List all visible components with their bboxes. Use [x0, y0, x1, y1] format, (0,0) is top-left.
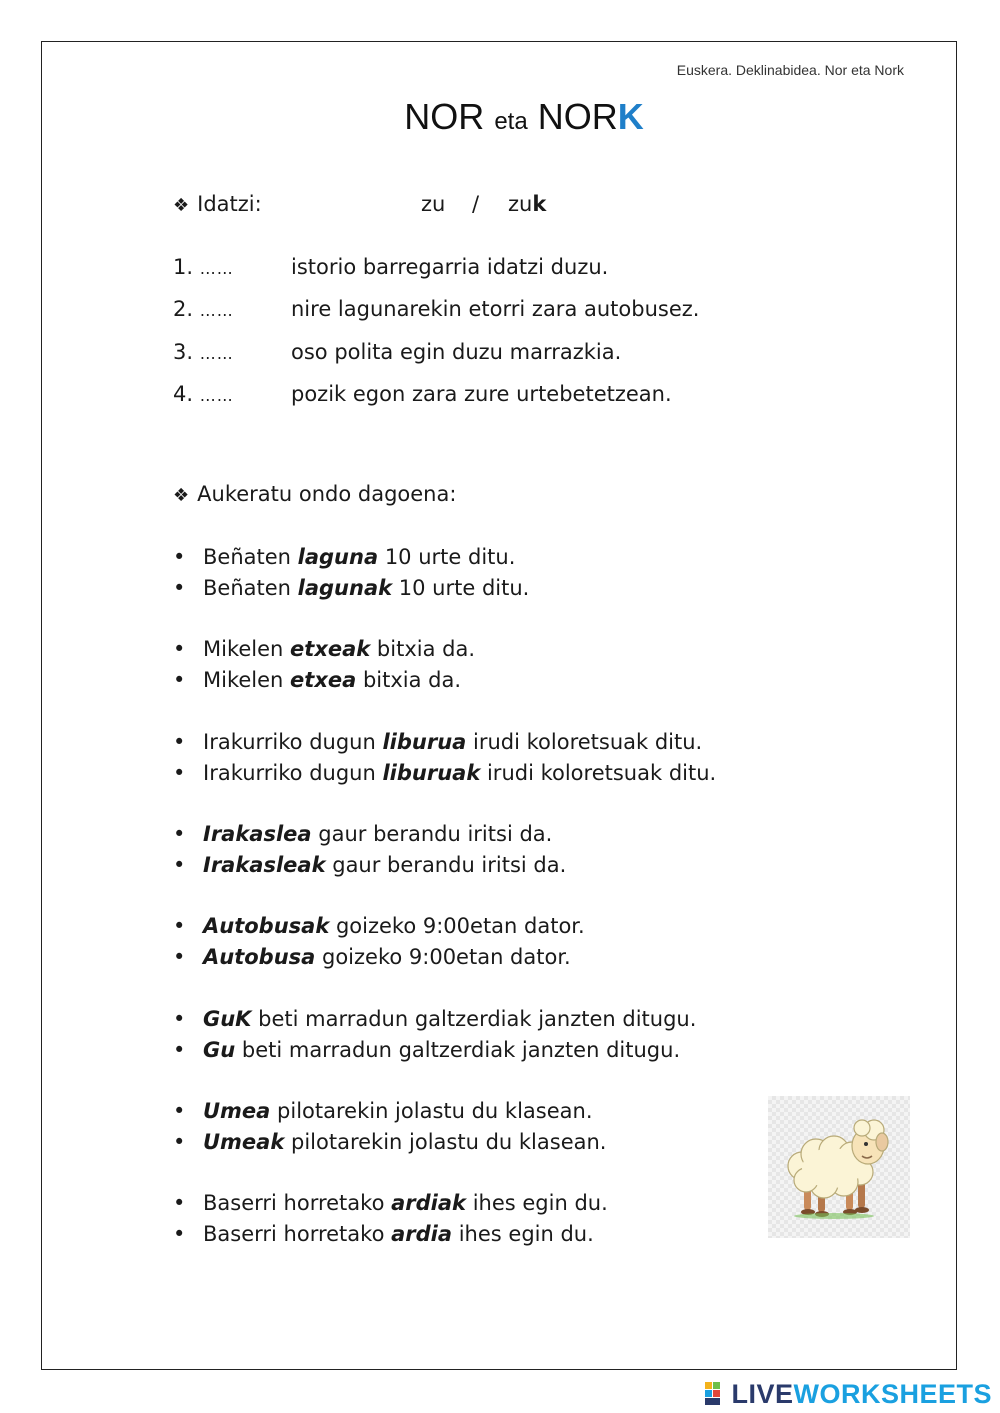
- section-heading-aukeratu: [173, 482, 456, 506]
- bullet-icon: •: [173, 576, 186, 600]
- option-zu: zu: [421, 192, 446, 216]
- item-number: 3. ……: [173, 340, 234, 364]
- bullet-icon: •: [173, 730, 186, 754]
- emphasized-word: etxea: [290, 668, 357, 692]
- emphasized-word: Gu: [203, 1038, 236, 1062]
- section-heading-idatzi: [173, 192, 262, 216]
- emphasized-word: etxeak: [290, 637, 371, 661]
- bullet-icon: •: [173, 637, 186, 661]
- option-separator: /: [472, 192, 480, 216]
- emphasized-word: Autobusa: [203, 945, 316, 969]
- emphasized-word: liburuak: [382, 761, 481, 785]
- choice-option[interactable]: • Irakasleak gaur berandu iritsi da.: [173, 850, 566, 880]
- choice-option[interactable]: • Autobusak goizeko 9:00etan dator.: [173, 911, 585, 941]
- choice-option[interactable]: • Irakurriko dugun liburua irudi koloretsuak ditu.: [173, 727, 702, 757]
- emphasized-word: Irakaslea: [203, 822, 312, 846]
- blank-input[interactable]: ……: [199, 344, 234, 363]
- emphasized-word: Irakasleak: [203, 853, 326, 877]
- emphasized-word: GuK: [203, 1007, 252, 1031]
- choice-option[interactable]: • Umea pilotarekin jolastu du klasean.: [173, 1096, 593, 1126]
- item-text: istorio barregarria idatzi duzu.: [291, 255, 609, 279]
- choice-option[interactable]: • Mikelen etxeak bitxia da.: [173, 634, 475, 664]
- option-zuk: zuk: [508, 192, 547, 216]
- blank-input[interactable]: ……: [199, 259, 234, 278]
- blank-input[interactable]: ……: [199, 386, 234, 405]
- title-nork: NORK: [537, 96, 644, 137]
- bullet-icon: •: [173, 1038, 186, 1062]
- fill-in-item: [173, 337, 621, 369]
- title-eta: eta: [494, 108, 528, 135]
- bullet-icon: •: [173, 822, 186, 846]
- choice-option[interactable]: • Baserri horretako ardia ihes egin du.: [173, 1219, 594, 1249]
- bullet-icon: •: [173, 761, 186, 785]
- sheep-icon: [768, 1096, 910, 1238]
- choice-option[interactable]: • Beñaten lagunak 10 urte ditu.: [173, 573, 529, 603]
- bullet-icon: •: [173, 1007, 186, 1031]
- brand-logo-icon: [705, 1381, 729, 1407]
- item-number: 1. ……: [173, 255, 234, 279]
- title-nor: NOR: [404, 96, 485, 137]
- choice-option[interactable]: • Beñaten laguna 10 urte ditu.: [173, 542, 515, 572]
- item-text: oso polita egin duzu marrazkia.: [291, 340, 622, 364]
- item-number: 4. ……: [173, 382, 234, 406]
- brand-text-live: LIVE: [731, 1378, 794, 1409]
- sheep-illustration: [768, 1096, 910, 1238]
- choice-option[interactable]: • Autobusa goizeko 9:00etan dator.: [173, 942, 571, 972]
- item-number: 2. ……: [173, 297, 234, 321]
- bullet-icon: •: [173, 668, 186, 692]
- brand-text-worksheets: WORKSHEETS: [793, 1378, 992, 1409]
- bullet-icon: •: [173, 914, 186, 938]
- choice-option[interactable]: • Umeak pilotarekin jolastu du klasean.: [173, 1127, 606, 1157]
- diamond-bullet-icon: ❖: [173, 485, 190, 506]
- choice-option[interactable]: • Baserri horretako ardiak ihes egin du.: [173, 1188, 608, 1218]
- fill-in-item: [173, 294, 699, 326]
- blank-input[interactable]: ……: [199, 301, 234, 320]
- bullet-icon: •: [173, 1222, 186, 1246]
- choice-option[interactable]: • Irakurriko dugun liburuak irudi koloretsuak ditu.: [173, 758, 716, 788]
- bullet-icon: •: [173, 1191, 186, 1215]
- header-note: Euskera. Deklinabidea. Nor eta Nork: [676, 62, 904, 78]
- choice-option[interactable]: • GuK beti marradun galtzerdiak janzten ditugu.: [173, 1004, 696, 1034]
- bullet-icon: •: [173, 945, 186, 969]
- emphasized-word: liburua: [382, 730, 467, 754]
- emphasized-word: laguna: [297, 545, 379, 569]
- liveworksheets-logo[interactable]: [705, 1378, 992, 1410]
- diamond-bullet-icon: ❖: [173, 195, 190, 216]
- section-label: Aukeratu ondo dagoena:: [197, 482, 457, 506]
- emphasized-word: Autobusak: [203, 914, 330, 938]
- page-title: [0, 96, 1000, 138]
- bullet-icon: •: [173, 1099, 186, 1123]
- item-text: pozik egon zara zure urtebetetzean.: [291, 382, 672, 406]
- bullet-icon: •: [173, 1130, 186, 1154]
- emphasized-word: lagunak: [297, 576, 393, 600]
- emphasized-word: ardia: [391, 1222, 453, 1246]
- item-text: nire lagunarekin etorri zara autobusez.: [291, 297, 700, 321]
- bullet-icon: •: [173, 545, 186, 569]
- emphasized-word: ardiak: [391, 1191, 467, 1215]
- choice-option[interactable]: • Gu beti marradun galtzerdiak janzten ditugu.: [173, 1035, 680, 1065]
- emphasized-word: Umeak: [203, 1130, 285, 1154]
- fill-in-item: [173, 379, 672, 411]
- emphasized-word: Umea: [203, 1099, 271, 1123]
- choice-option[interactable]: • Irakaslea gaur berandu iritsi da.: [173, 819, 552, 849]
- section-label: Idatzi:: [197, 192, 262, 216]
- choice-option[interactable]: • Mikelen etxea bitxia da.: [173, 665, 461, 695]
- title-accent-k: K: [617, 96, 644, 137]
- fill-in-item: [173, 252, 608, 284]
- bullet-icon: •: [173, 853, 186, 877]
